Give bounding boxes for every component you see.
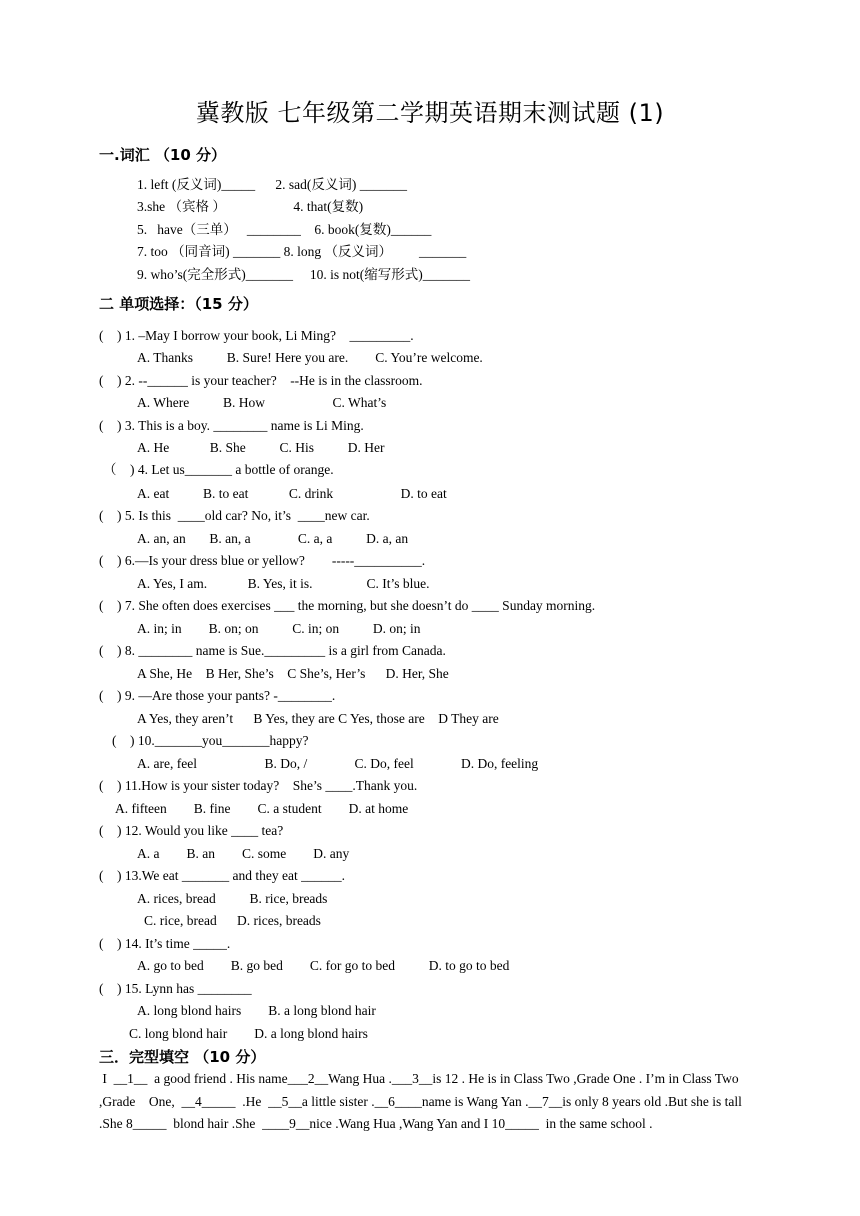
question-line: ( ) 13.We eat _______ and they eat ______.: [99, 868, 345, 883]
question-line: ( ) 2. --______ is your teacher? --He is in the classroom.: [99, 373, 423, 388]
option-line: A. a B. an C. some D. any: [137, 846, 350, 861]
option-line: A She, He B Her, She’s C She’s, Her’s D. Her, She: [137, 666, 449, 681]
question-line: ( ) 11.How is your sister today? She’s ____.Thank you.: [99, 778, 418, 793]
vocab-line: 3.she （宾格 ） 4. that(复数): [137, 199, 364, 214]
option-line: A. long blond hairs B. a long blond hair: [137, 1003, 376, 1018]
question-line: （ ) 4. Let us_______ a bottle of orange.: [103, 462, 334, 477]
question-line: ( ) 7. She often does exercises ___ the morning, but she doesn’t do ____ Sunday morning.: [99, 598, 596, 613]
option-line: A. fifteen B. fine C. a student D. at home: [115, 801, 409, 816]
question-line: ( ) 5. Is this ____old car? No, it’s ____new car.: [99, 508, 370, 523]
vocab-line: 9. who’s(完全形式)_______ 10. is not(缩写形式)_______: [137, 267, 470, 282]
question-line: ( ) 6.—Is your dress blue or yellow? -----__________.: [99, 553, 426, 568]
option-line: A. go to bed B. go bed C. for go to bed D. to go to bed: [137, 958, 510, 973]
section-heading-vocabulary: 一.词汇 （10 分）: [99, 146, 227, 164]
option-line: A. Yes, I am. B. Yes, it is. C. It’s blue.: [137, 576, 430, 591]
question-line: ( ) 12. Would you like ____ tea?: [99, 823, 284, 838]
option-line: A. eat B. to eat C. drink D. to eat: [137, 486, 447, 501]
question-line: ( ) 3. This is a boy. ________ name is Li Ming.: [99, 418, 364, 433]
question-line: ( ) 8. ________ name is Sue._________ is a girl from Canada.: [99, 643, 446, 658]
option-line: C. rice, bread D. rices, breads: [144, 913, 321, 928]
question-line: ( ) 9. —Are those your pants? -________.: [99, 688, 336, 703]
question-line: ( ) 1. –May I borrow your book, Li Ming? _________.: [99, 328, 414, 343]
option-line: A. He B. She C. His D. Her: [137, 440, 385, 455]
option-line: A. an, an B. an, a C. a, a D. a, an: [137, 531, 409, 546]
option-line: A Yes, they aren’t B Yes, they are C Yes, those are D They are: [137, 711, 499, 726]
vocab-line: 7. too （同音词) _______ 8. long （反义词） _______: [137, 244, 467, 259]
section-heading-cloze: 三．完型填空 （10 分）: [99, 1048, 266, 1066]
option-line: A. in; in B. on; on C. in; on D. on; in: [137, 621, 421, 636]
question-line: ( ) 14. It’s time _____.: [99, 936, 231, 951]
question-line: ( ) 10._______you_______happy?: [112, 733, 309, 748]
option-line: C. long blond hair D. a long blond hairs: [129, 1026, 368, 1041]
option-line: A. are, feel B. Do, / C. Do, feel D. Do, feeling: [137, 756, 539, 771]
option-line: A. Where B. How C. What’s: [137, 395, 387, 410]
vocab-line: 5. have（三单） ________ 6. book(复数)______: [137, 222, 432, 237]
option-line: A. Thanks B. Sure! Here you are. C. You’re welcome.: [137, 350, 483, 365]
cloze-paragraph: I __1__ a good friend . His name___2__Wang Hua .___3__is 12 . He is in Class Two ,Grade One . I’m in Class Two ,Grade One, __4_____ .He __5__a little sister .__6____name is Wang Yan .__7__is only 8 years old .But she is tall .She 8_____ blond hair .She ____9__nice .Wang Hua ,Wang Yan and I 10_____ in the same school .: [99, 1071, 746, 1131]
option-line: A. rices, bread B. rice, breads: [137, 891, 328, 906]
section-heading-multiple-choice: 二 单项选择：（15 分）: [99, 295, 258, 313]
vocab-line: 1. left (反义词)_____ 2. sad(反义词) _______: [137, 177, 407, 192]
page-title: 冀教版 七年级第二学期英语期末测试题 (1): [195, 99, 665, 127]
question-line: ( ) 15. Lynn has ________: [99, 981, 252, 996]
